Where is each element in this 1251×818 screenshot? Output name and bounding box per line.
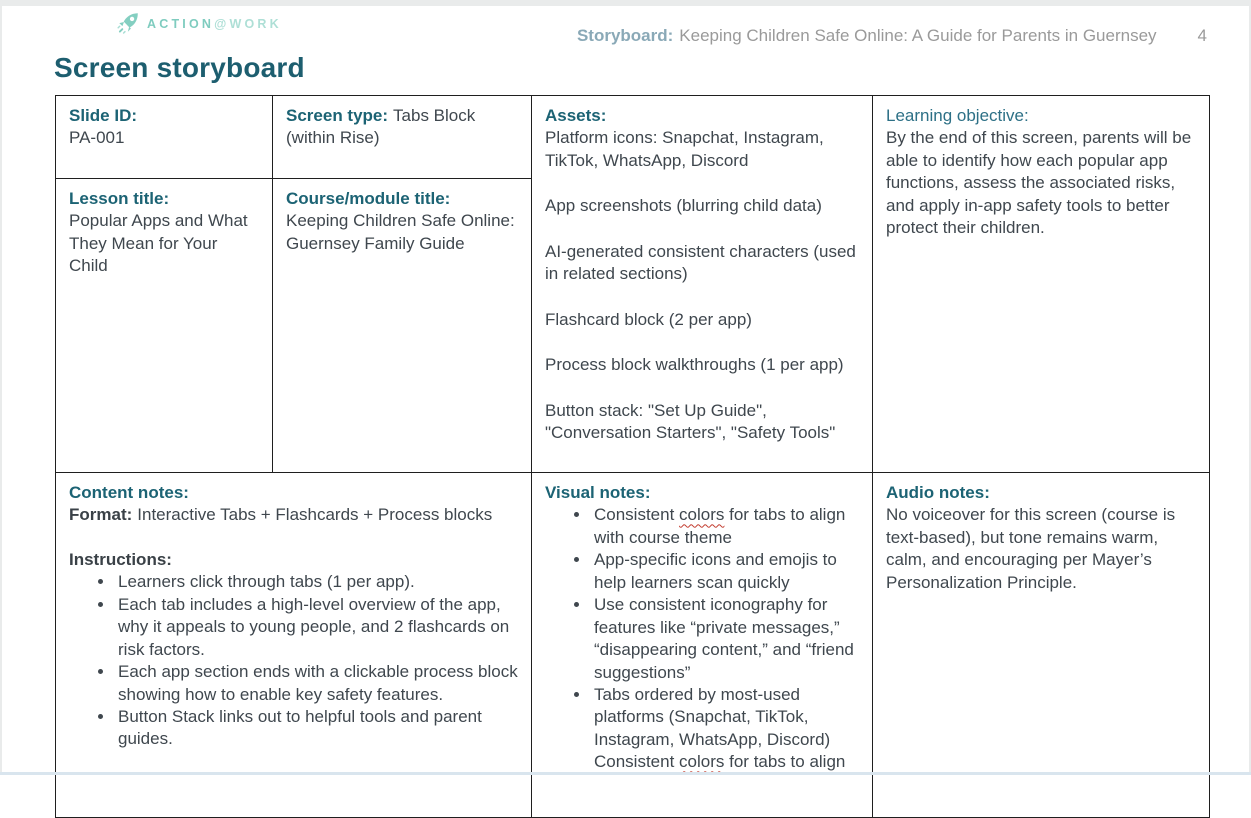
list-item [591, 549, 859, 594]
asset-item: Platform icons: Snapchat, Instagram, TikTok, WhatsApp, Discord [545, 128, 824, 170]
cell-slide-id [56, 96, 273, 179]
misspelled-word: colors [679, 505, 725, 525]
list-item [115, 661, 518, 706]
list-item-text: Use consistent iconography for features like “private messages,” “disappearing content,” and “friend suggestions” [594, 595, 854, 682]
page-number: 4 [1197, 26, 1207, 45]
screen-type-value: Tabs Block (within Rise) [286, 106, 476, 148]
instructions-label: Instructions: [69, 549, 172, 569]
asset-item: Button stack: "Set Up Guide", "Conversation Starters", "Safety Tools" [545, 400, 836, 442]
misspelled-word: colors [679, 752, 725, 772]
list-item-text: Tabs ordered by most-used platforms (Snapchat, TikTok, Instagram, WhatsApp, Discord) [594, 684, 831, 749]
cell-visual-notes [532, 473, 873, 818]
list-item-text: Each app section ends with a clickable process block showing how to enable key safety features. [118, 662, 518, 704]
asset-item: App screenshots (blurring child data) [545, 196, 822, 216]
course-title-label: Course/module title: [286, 189, 451, 208]
list-item-text: for tabs to align [724, 752, 846, 772]
page-title: Screen storyboard [54, 52, 305, 83]
list-item [115, 706, 518, 751]
list-item-text: App-specific icons and emojis to help learners scan quickly [594, 550, 837, 592]
list-item [591, 504, 859, 549]
instructions-list [69, 571, 518, 751]
asset-item: Process block walkthroughs (1 per app) [545, 355, 844, 375]
brand-name-work: @WORK [214, 16, 282, 31]
list-item-text: for tabs to align with course theme [594, 505, 846, 547]
list-item [115, 594, 518, 661]
cell-screen-type [273, 96, 532, 179]
content-format-line [69, 504, 518, 526]
visual-notes-list [545, 504, 859, 773]
storyboard-table [55, 95, 1210, 818]
format-value: Interactive Tabs + Flashcards + Process blocks [137, 505, 493, 525]
list-item [591, 684, 859, 774]
brand-name [147, 16, 282, 33]
screen-type-label: Screen type: [286, 106, 389, 125]
brand-name-action: ACTION [147, 16, 215, 31]
cell-lesson-title [56, 179, 273, 473]
brand-logo [112, 9, 282, 39]
lesson-title-value: Popular Apps and What They Mean for Your Child [69, 211, 248, 276]
learning-objective-label: Learning objective: [886, 106, 1029, 125]
list-item-text: Learners click through tabs (1 per app). [118, 572, 415, 592]
cell-learning-objective [873, 96, 1210, 473]
list-item-continuation [594, 751, 859, 773]
list-item [591, 594, 859, 684]
learning-objective-value: By the end of this screen, parents will be able to identify how each popular app functions, assess the associated risks, and apply in-app safety tools to better protect their children. [886, 128, 1192, 238]
format-label: Format: [69, 505, 133, 525]
page-edge-top [0, 0, 1251, 6]
slide-id-label: Slide ID: [69, 106, 138, 125]
storyboard-title: Keeping Children Safe Online: A Guide for Parents in Guernsey [679, 26, 1157, 45]
asset-item: AI-generated consistent characters (used in related sections) [545, 241, 856, 284]
lesson-title-label: Lesson title: [69, 189, 170, 208]
document-header [300, 25, 1207, 47]
audio-notes-value: No voiceover for this screen (course is text-based), but tone remains warm, calm, and encouraging per Mayer’s Personalization Principle. [886, 505, 1176, 592]
cell-content-notes [56, 473, 532, 818]
list-item-text: Button Stack links out to helpful tools and parent guides. [118, 706, 482, 749]
slide-id-value: PA-001 [69, 128, 125, 148]
content-notes-label: Content notes: [69, 483, 189, 502]
rocket-icon [112, 9, 142, 39]
assets-label: Assets: [545, 106, 607, 125]
list-item [115, 571, 518, 593]
list-item-text: Consistent [594, 752, 680, 772]
doc-ref-line [577, 25, 1157, 47]
audio-notes-label: Audio notes: [886, 483, 990, 502]
page-edge-left [0, 0, 2, 775]
storyboard-label: Storyboard: [576, 26, 674, 45]
asset-item: Flashcard block (2 per app) [545, 309, 752, 329]
list-item-text: Consistent [594, 505, 680, 525]
course-title-value: Keeping Children Safe Online: Guernsey Family Guide [286, 211, 515, 253]
cell-audio-notes [873, 473, 1210, 818]
cell-course-title [273, 179, 532, 473]
list-item-text: Each tab includes a high-level overview of the app, why it appeals to young people, and 2 flashcards on risk factors. [118, 594, 510, 659]
visual-notes-label: Visual notes: [545, 483, 651, 502]
cell-assets [532, 96, 873, 473]
